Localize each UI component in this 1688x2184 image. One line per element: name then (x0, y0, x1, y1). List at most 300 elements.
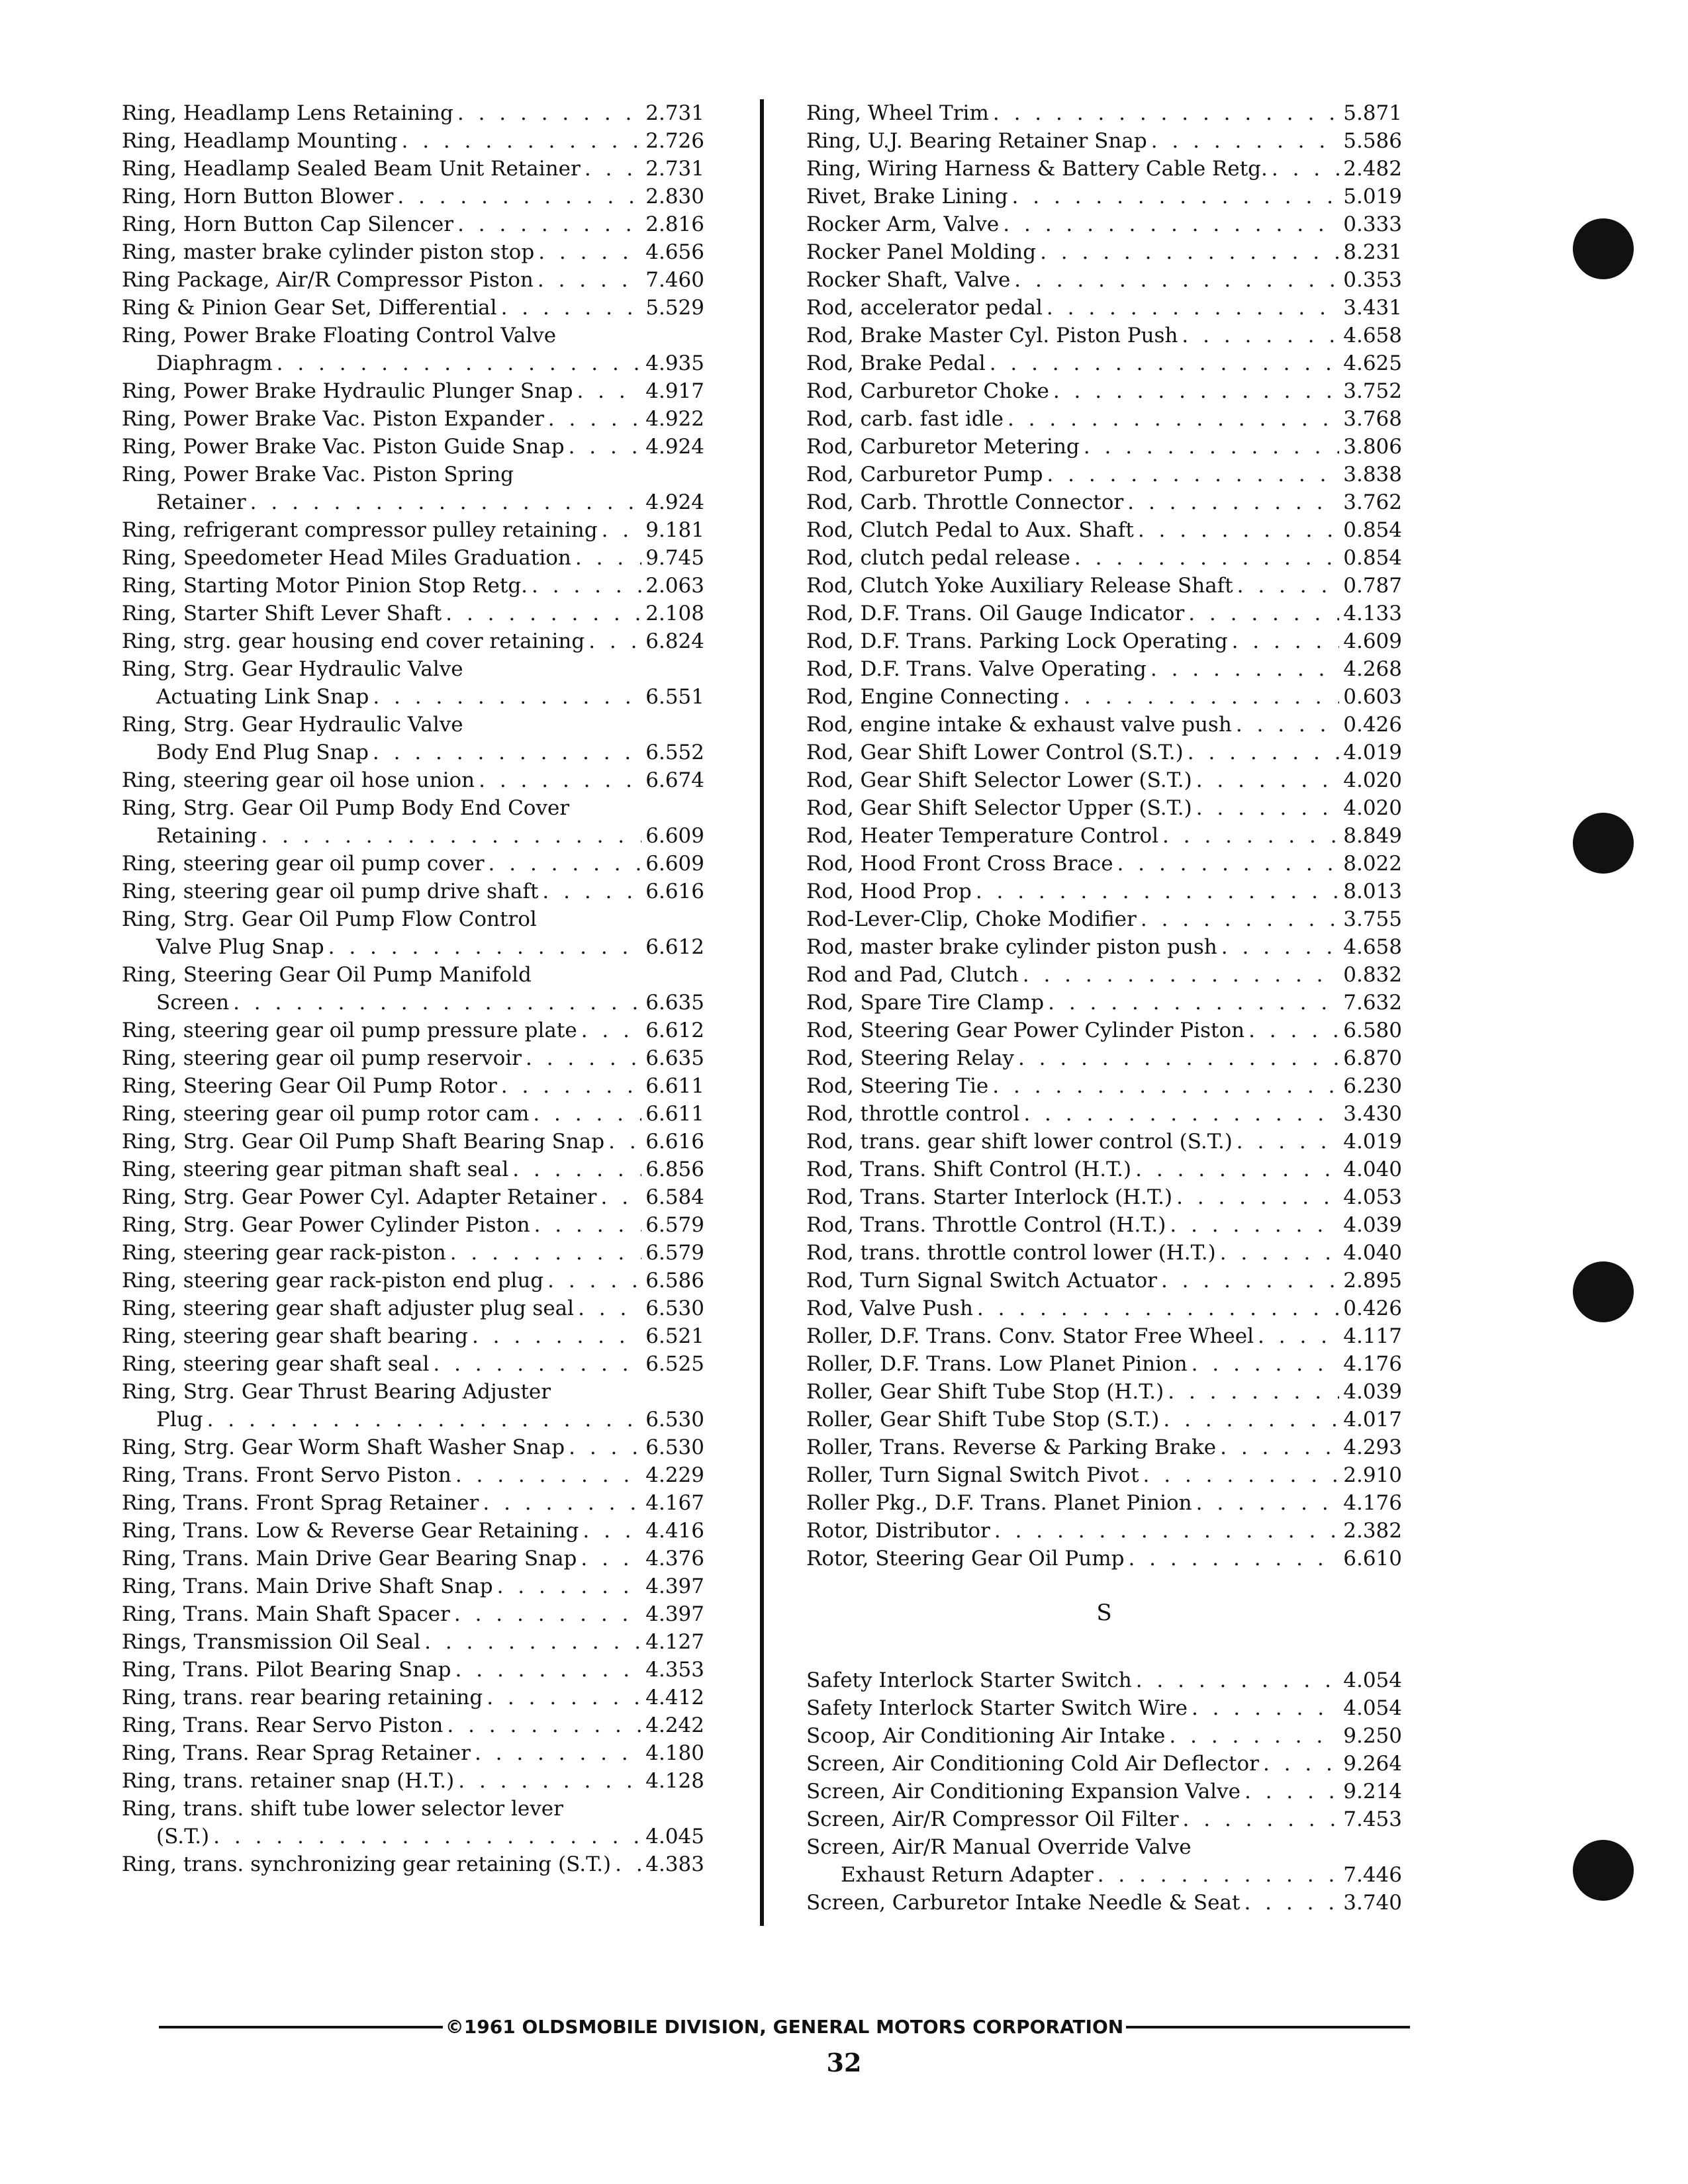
leader-dots (1023, 1100, 1339, 1128)
entry-name: Rings, Transmission Oil Seal (122, 1630, 421, 1654)
entry-name: Rod, Brake Pedal (806, 351, 986, 375)
leader-dots (534, 1211, 642, 1239)
leader-dots (542, 878, 641, 905)
entry-reference-number: 4.045 (645, 1825, 704, 1848)
entry-reference-number: 0.426 (1343, 713, 1402, 737)
entry-reference-number: 5.871 (1343, 101, 1402, 125)
index-entry (806, 1722, 1402, 1750)
entry-continuation (122, 349, 704, 377)
entry-reference-number: 0.426 (1343, 1297, 1402, 1320)
leader-dots (1141, 905, 1339, 933)
leader-dots (1012, 183, 1340, 210)
entry-name: Ring, strg. gear housing end cover retaining (122, 629, 585, 653)
entry-continuation (122, 683, 704, 711)
leader-dots (1084, 433, 1339, 461)
index-entry (122, 183, 704, 210)
index-entry (806, 739, 1402, 766)
leader-dots (373, 739, 641, 766)
entry-name: Ring, Strg. Gear Hydraulic Valve (122, 713, 463, 737)
entry-name: Ring, steering gear oil pump reservoir (122, 1046, 522, 1070)
entry-reference-number: 4.040 (1343, 1158, 1402, 1181)
index-entry (806, 1833, 1402, 1889)
entry-reference-number: 4.658 (1343, 324, 1402, 347)
leader-dots (994, 1517, 1339, 1545)
leader-dots (1169, 1722, 1339, 1750)
entry-reference-number: 7.453 (1343, 1807, 1402, 1831)
entry-reference-number: 4.656 (645, 240, 704, 264)
entry-name: Ring, trans. shift tube lower selector lever (122, 1797, 563, 1821)
entry-name: Ring, Trans. Front Servo Piston (122, 1463, 451, 1487)
entry-name: Ring, steering gear shaft bearing (122, 1324, 468, 1348)
index-entry (806, 1100, 1402, 1128)
index-entry (122, 155, 704, 183)
entry-name: Rod, Carburetor Pump (806, 463, 1043, 486)
entry-reference-number: 4.176 (1343, 1352, 1402, 1376)
leader-dots (397, 183, 641, 210)
leader-dots (532, 572, 641, 600)
entry-name: Rod, Carb. Throttle Connector (806, 490, 1124, 514)
index-entry (122, 1378, 704, 1433)
entry-name: Roller, D.F. Trans. Conv. Stator Free Wheel (806, 1324, 1254, 1348)
index-entry (806, 1805, 1402, 1833)
entry-reference-number: 4.412 (645, 1686, 704, 1709)
index-entry (122, 1767, 704, 1795)
leader-dots (992, 1072, 1339, 1100)
entry-name: Rod, Heater Temperature Control (806, 824, 1159, 848)
index-entry (806, 850, 1402, 878)
leader-dots (583, 1517, 641, 1545)
entry-reference-number: 9.214 (1343, 1780, 1402, 1803)
leader-dots (373, 683, 641, 711)
index-entry (806, 1378, 1402, 1406)
leader-dots (277, 349, 642, 377)
leader-dots (1196, 1489, 1340, 1517)
leader-dots (1127, 488, 1339, 516)
leader-dots (458, 1767, 641, 1795)
index-entry (806, 210, 1402, 238)
leader-dots (472, 1322, 641, 1350)
leader-dots (548, 405, 641, 433)
index-entry (806, 794, 1402, 822)
leader-dots (538, 266, 641, 294)
leader-dots (479, 766, 641, 794)
entry-name: Rocker Shaft, Valve (806, 268, 1011, 292)
entry-reference-number: 2.382 (1343, 1519, 1402, 1543)
leader-dots (489, 850, 642, 878)
entry-name: Rod, Gear Shift Selector Upper (S.T.) (806, 796, 1192, 820)
index-entry (806, 544, 1402, 572)
entry-reference-number: 3.806 (1343, 435, 1402, 459)
entry-reference-number: 4.019 (1343, 741, 1402, 764)
entry-reference-number: 7.632 (1343, 991, 1402, 1015)
leader-dots (1143, 1461, 1340, 1489)
index-entry (806, 461, 1402, 488)
index-entry (122, 766, 704, 794)
entry-reference-number: 0.854 (1343, 546, 1402, 570)
entry-name: Ring, trans. synchronizing gear retaining (S.T.) (122, 1852, 612, 1876)
entry-reference-number: 6.612 (645, 935, 704, 959)
entry-name-continued: Plug (156, 1408, 203, 1432)
binder-hole (1573, 813, 1634, 874)
index-entry (122, 1656, 704, 1684)
entry-reference-number: 4.039 (1343, 1213, 1402, 1237)
index-entry (806, 1295, 1402, 1322)
index-entry (806, 1017, 1402, 1044)
entry-continuation (122, 822, 704, 850)
leader-dots (1003, 210, 1339, 238)
leader-dots (1053, 377, 1339, 405)
index-entry (122, 1350, 704, 1378)
leader-dots (526, 1044, 641, 1072)
section-letter: S (1096, 1600, 1112, 1626)
leader-dots (1163, 1406, 1339, 1433)
entry-reference-number: 0.353 (1343, 268, 1402, 292)
entry-name: Ring, steering gear rack-piston end plug (122, 1269, 544, 1293)
entry-reference-number: 4.242 (645, 1713, 704, 1737)
entry-name: Rod-Lever-Clip, Choke Modifier (806, 907, 1137, 931)
entry-name: Ring, Strg. Gear Hydraulic Valve (122, 657, 463, 681)
entry-name: Ring, steering gear rack-piston (122, 1241, 446, 1265)
entry-reference-number: 6.612 (645, 1019, 704, 1042)
index-entry (122, 1795, 704, 1850)
entry-reference-number: 6.635 (645, 1046, 704, 1070)
leader-dots (447, 1711, 641, 1739)
entry-reference-number: 9.745 (645, 546, 704, 570)
leader-dots (588, 627, 641, 655)
leader-dots (1074, 544, 1339, 572)
entry-reference-number: 4.917 (645, 379, 704, 403)
rod-section (806, 99, 1402, 1572)
leader-dots (1136, 1666, 1340, 1694)
index-entry (122, 1267, 704, 1295)
entry-name: Ring, Power Brake Floating Control Valve (122, 324, 557, 347)
entry-reference-number: 7.460 (645, 268, 704, 292)
entry-name: Ring, master brake cylinder piston stop (122, 240, 535, 264)
entry-name: Rocker Arm, Valve (806, 212, 1000, 236)
leader-dots (1048, 989, 1339, 1017)
index-entry (122, 1739, 704, 1767)
entry-continuation (122, 739, 704, 766)
index-entry (806, 183, 1402, 210)
leader-dots (1047, 461, 1339, 488)
index-entry (806, 989, 1402, 1017)
entry-reference-number: 4.924 (645, 490, 704, 514)
entry-name: Rod, throttle control (806, 1102, 1020, 1126)
entry-reference-number: 4.133 (1343, 602, 1402, 625)
leader-dots (455, 1656, 642, 1684)
index-column-right (806, 99, 1402, 1917)
entry-name: Ring, steering gear oil pump rotor cam (122, 1102, 530, 1126)
leader-dots (581, 1017, 642, 1044)
entry-name: Rod, Turn Signal Switch Actuator (806, 1269, 1157, 1293)
entry-reference-number: 0.787 (1343, 574, 1402, 598)
leader-dots (1047, 294, 1339, 322)
entry-reference-number: 4.039 (1343, 1380, 1402, 1404)
entry-name: Rod, Trans. Starter Interlock (H.T.) (806, 1185, 1173, 1209)
entry-name: Rod, Clutch Yoke Auxiliary Release Shaft (806, 574, 1233, 598)
entry-reference-number: 8.013 (1343, 880, 1402, 903)
entry-reference-number: 4.019 (1343, 1130, 1402, 1154)
index-entry (122, 461, 704, 516)
entry-reference-number: 4.053 (1343, 1185, 1402, 1209)
entry-name: Rod, clutch pedal release (806, 546, 1070, 570)
entry-name: Rod, Gear Shift Selector Lower (S.T.) (806, 768, 1192, 792)
index-entry (806, 1666, 1402, 1694)
index-entry (806, 683, 1402, 711)
leader-dots (1248, 1017, 1339, 1044)
entry-reference-number: 6.616 (645, 1130, 704, 1154)
entry-name: Rod, Hood Front Cross Brace (806, 852, 1113, 876)
entry-name: Ring, Steering Gear Oil Pump Rotor (122, 1074, 497, 1098)
entry-reference-number: 6.674 (645, 768, 704, 792)
leader-dots (233, 989, 641, 1017)
footer (159, 2016, 1410, 2038)
leader-dots (533, 1100, 641, 1128)
leader-dots (433, 1350, 641, 1378)
leader-dots (1014, 266, 1339, 294)
leader-dots (1182, 322, 1339, 349)
index-entry (806, 1778, 1402, 1805)
index-entry (806, 1322, 1402, 1350)
index-entry (806, 1517, 1402, 1545)
entry-reference-number: 4.117 (1343, 1324, 1402, 1348)
leader-dots (976, 878, 1339, 905)
entry-name: Ring, Trans. Rear Servo Piston (122, 1713, 444, 1737)
index-entry (806, 1489, 1402, 1517)
leader-dots (454, 1600, 641, 1628)
index-entry (806, 1128, 1402, 1156)
leader-dots (207, 1406, 642, 1433)
entry-name: Rod, Trans. Shift Control (H.T.) (806, 1158, 1132, 1181)
entry-name: Ring, Strg. Gear Oil Pump Body End Cover (122, 796, 570, 820)
entry-name: Ring, Trans. Main Shaft Spacer (122, 1602, 450, 1626)
leader-dots (1135, 1156, 1339, 1183)
entry-reference-number: 4.054 (1343, 1668, 1402, 1692)
index-entry (122, 850, 704, 878)
index-entry (122, 961, 704, 1017)
entry-reference-number: 3.762 (1343, 490, 1402, 514)
entry-reference-number: 0.603 (1343, 685, 1402, 709)
index-entry (122, 711, 704, 766)
index-entry (806, 1239, 1402, 1267)
entry-reference-number: 6.525 (645, 1352, 704, 1376)
leader-dots (497, 1572, 642, 1600)
leader-dots (475, 1739, 641, 1767)
entry-reference-number: 2.063 (645, 574, 704, 598)
entry-name: Roller, D.F. Trans. Low Planet Pinion (806, 1352, 1188, 1376)
leader-dots (1008, 405, 1339, 433)
index-entry (806, 294, 1402, 322)
entry-name: Rod, D.F. Trans. Parking Lock Operating (806, 629, 1228, 653)
entry-name: Rod, Steering Tie (806, 1074, 989, 1098)
entry-name: Rod, trans. gear shift lower control (S.T.) (806, 1130, 1233, 1154)
leader-dots (569, 1433, 641, 1461)
index-entry (806, 1889, 1402, 1917)
entry-reference-number: 3.838 (1343, 463, 1402, 486)
index-entry (806, 266, 1402, 294)
index-entry (122, 210, 704, 238)
index-entry (806, 905, 1402, 933)
entry-reference-number: 9.181 (645, 518, 704, 542)
entry-reference-number: 6.579 (645, 1213, 704, 1237)
entry-reference-number: 4.293 (1343, 1435, 1402, 1459)
leader-dots (602, 516, 642, 544)
index-entry (122, 238, 704, 266)
leader-dots (1150, 655, 1339, 683)
index-entry (806, 933, 1402, 961)
index-entry (806, 878, 1402, 905)
leader-dots (1263, 1750, 1339, 1778)
entry-reference-number: 3.430 (1343, 1102, 1402, 1126)
entry-name: Ring, Trans. Low & Reverse Gear Retaining (122, 1519, 579, 1543)
entry-reference-number: 3.752 (1343, 379, 1402, 403)
index-entry (122, 99, 704, 127)
index-entry (806, 322, 1402, 349)
index-entry (122, 1545, 704, 1572)
entry-name: Rod, trans. throttle control lower (H.T.) (806, 1241, 1216, 1265)
entry-continuation (122, 989, 704, 1017)
entry-reference-number: 6.580 (1343, 1019, 1402, 1042)
entry-name: Rod, Steering Relay (806, 1046, 1014, 1070)
entry-name: Ring, Wheel Trim (806, 101, 989, 125)
index-entry (806, 1044, 1402, 1072)
entry-continuation (122, 488, 704, 516)
entry-name: Ring, Strg. Gear Power Cylinder Piston (122, 1213, 530, 1237)
entry-name: Ring, Trans. Pilot Bearing Snap (122, 1658, 451, 1682)
leader-dots (457, 210, 641, 238)
entry-reference-number: 4.397 (645, 1574, 704, 1598)
entry-reference-number: 6.609 (645, 824, 704, 848)
entry-reference-number: 2.731 (645, 101, 704, 125)
footer-rule-left (159, 2026, 443, 2028)
entry-reference-number: 8.022 (1343, 852, 1402, 876)
entry-reference-number: 6.579 (645, 1241, 704, 1265)
binder-hole (1573, 1261, 1634, 1322)
leader-dots (328, 933, 642, 961)
entry-reference-number: 6.611 (645, 1102, 704, 1126)
leader-dots (1138, 516, 1339, 544)
entry-name: Ring, Power Brake Vac. Piston Expander (122, 407, 544, 431)
leader-dots (1232, 627, 1340, 655)
entry-name: Roller Pkg., D.F. Trans. Planet Pinion (806, 1491, 1192, 1515)
entry-reference-number: 6.521 (645, 1324, 704, 1348)
leader-dots (608, 1128, 641, 1156)
entry-reference-number: 2.816 (645, 212, 704, 236)
entry-continuation (122, 1823, 704, 1850)
entry-reference-number: 4.935 (645, 351, 704, 375)
entry-reference-number: 0.333 (1343, 212, 1402, 236)
entry-name: Ring, steering gear oil pump cover (122, 852, 485, 876)
entry-reference-number: 9.264 (1343, 1752, 1402, 1776)
index-entry (122, 1211, 704, 1239)
entry-reference-number: 2.482 (1343, 157, 1402, 181)
index-entry (122, 1572, 704, 1600)
leader-dots (1220, 1433, 1339, 1461)
entry-name: Ring, Headlamp Sealed Beam Unit Retainer (122, 157, 581, 181)
entry-name: Ring, Trans. Front Sprag Retainer (122, 1491, 479, 1515)
entry-reference-number: 6.530 (645, 1297, 704, 1320)
index-entry (122, 1517, 704, 1545)
entry-reference-number: 6.856 (645, 1158, 704, 1181)
index-entry (122, 878, 704, 905)
leader-dots (1244, 1889, 1339, 1917)
entry-name-continued: Exhaust Return Adapter (841, 1863, 1094, 1887)
leader-dots (600, 1183, 641, 1211)
index-entry (122, 572, 704, 600)
leader-dots (1237, 1128, 1339, 1156)
entry-name: Ring, Strg. Gear Power Cyl. Adapter Retainer (122, 1185, 597, 1209)
entry-name: Rod, Steering Gear Power Cylinder Piston (806, 1019, 1245, 1042)
entry-name: Rod, D.F. Trans. Valve Operating (806, 657, 1147, 681)
leader-dots (993, 99, 1339, 127)
leader-dots (585, 155, 641, 183)
index-entry (122, 1156, 704, 1183)
leader-dots (1220, 1239, 1340, 1267)
leader-dots (501, 1072, 641, 1100)
entry-reference-number: 3.431 (1343, 296, 1402, 320)
entry-name: Rod, engine intake & exhaust valve push (806, 713, 1232, 737)
entry-name: Rod, Brake Master Cyl. Piston Push (806, 324, 1178, 347)
leader-dots (1196, 794, 1340, 822)
leader-dots (445, 600, 641, 627)
entry-name-continued: Valve Plug Snap (156, 935, 324, 959)
index-entry (122, 127, 704, 155)
leader-dots (1040, 238, 1339, 266)
entry-reference-number: 6.611 (645, 1074, 704, 1098)
entry-reference-number: 6.551 (645, 685, 704, 709)
leader-dots (250, 488, 642, 516)
entry-reference-number: 4.167 (645, 1491, 704, 1515)
entry-name: Roller, Gear Shift Tube Stop (H.T.) (806, 1380, 1164, 1404)
index-entry (122, 1100, 704, 1128)
entry-reference-number: 4.020 (1343, 768, 1402, 792)
entry-name-continued: Retainer (156, 490, 246, 514)
index-entry (122, 1128, 704, 1156)
entry-reference-number: 4.017 (1343, 1408, 1402, 1432)
entry-name: Ring, Horn Button Cap Silencer (122, 212, 454, 236)
index-entry (806, 349, 1402, 377)
leader-dots (261, 822, 641, 850)
entry-name: Ring, Trans. Main Drive Gear Bearing Snap (122, 1547, 577, 1570)
index-entry (806, 655, 1402, 683)
leader-dots (615, 1850, 641, 1878)
entry-name: Ring, Strg. Gear Oil Pump Flow Control (122, 907, 537, 931)
entry-name: Ring, Horn Button Blower (122, 185, 394, 208)
leader-dots (1188, 600, 1339, 627)
leader-dots (1244, 1778, 1339, 1805)
entry-reference-number: 5.586 (1343, 129, 1402, 153)
entry-reference-number: 6.530 (645, 1408, 704, 1432)
leader-dots (457, 99, 641, 127)
entry-name: Ring, Trans. Main Drive Shaft Snap (122, 1574, 493, 1598)
entry-name: Ring, steering gear shaft seal (122, 1352, 430, 1376)
entry-reference-number: 6.616 (645, 880, 704, 903)
entry-name: Rocker Panel Molding (806, 240, 1037, 264)
leader-dots (1236, 711, 1339, 739)
entry-reference-number: 4.127 (645, 1630, 704, 1654)
entry-continuation (122, 933, 704, 961)
leader-dots (450, 1239, 642, 1267)
entry-reference-number: 4.383 (645, 1852, 704, 1876)
leader-dots (977, 1295, 1339, 1322)
entry-reference-number: 4.128 (645, 1769, 704, 1793)
entry-reference-number: 4.625 (1343, 351, 1402, 375)
leader-dots (1170, 1211, 1339, 1239)
leader-dots (487, 1684, 641, 1711)
index-entry (122, 1295, 704, 1322)
entry-reference-number: 4.924 (645, 435, 704, 459)
entry-reference-number: 2.910 (1343, 1463, 1402, 1487)
